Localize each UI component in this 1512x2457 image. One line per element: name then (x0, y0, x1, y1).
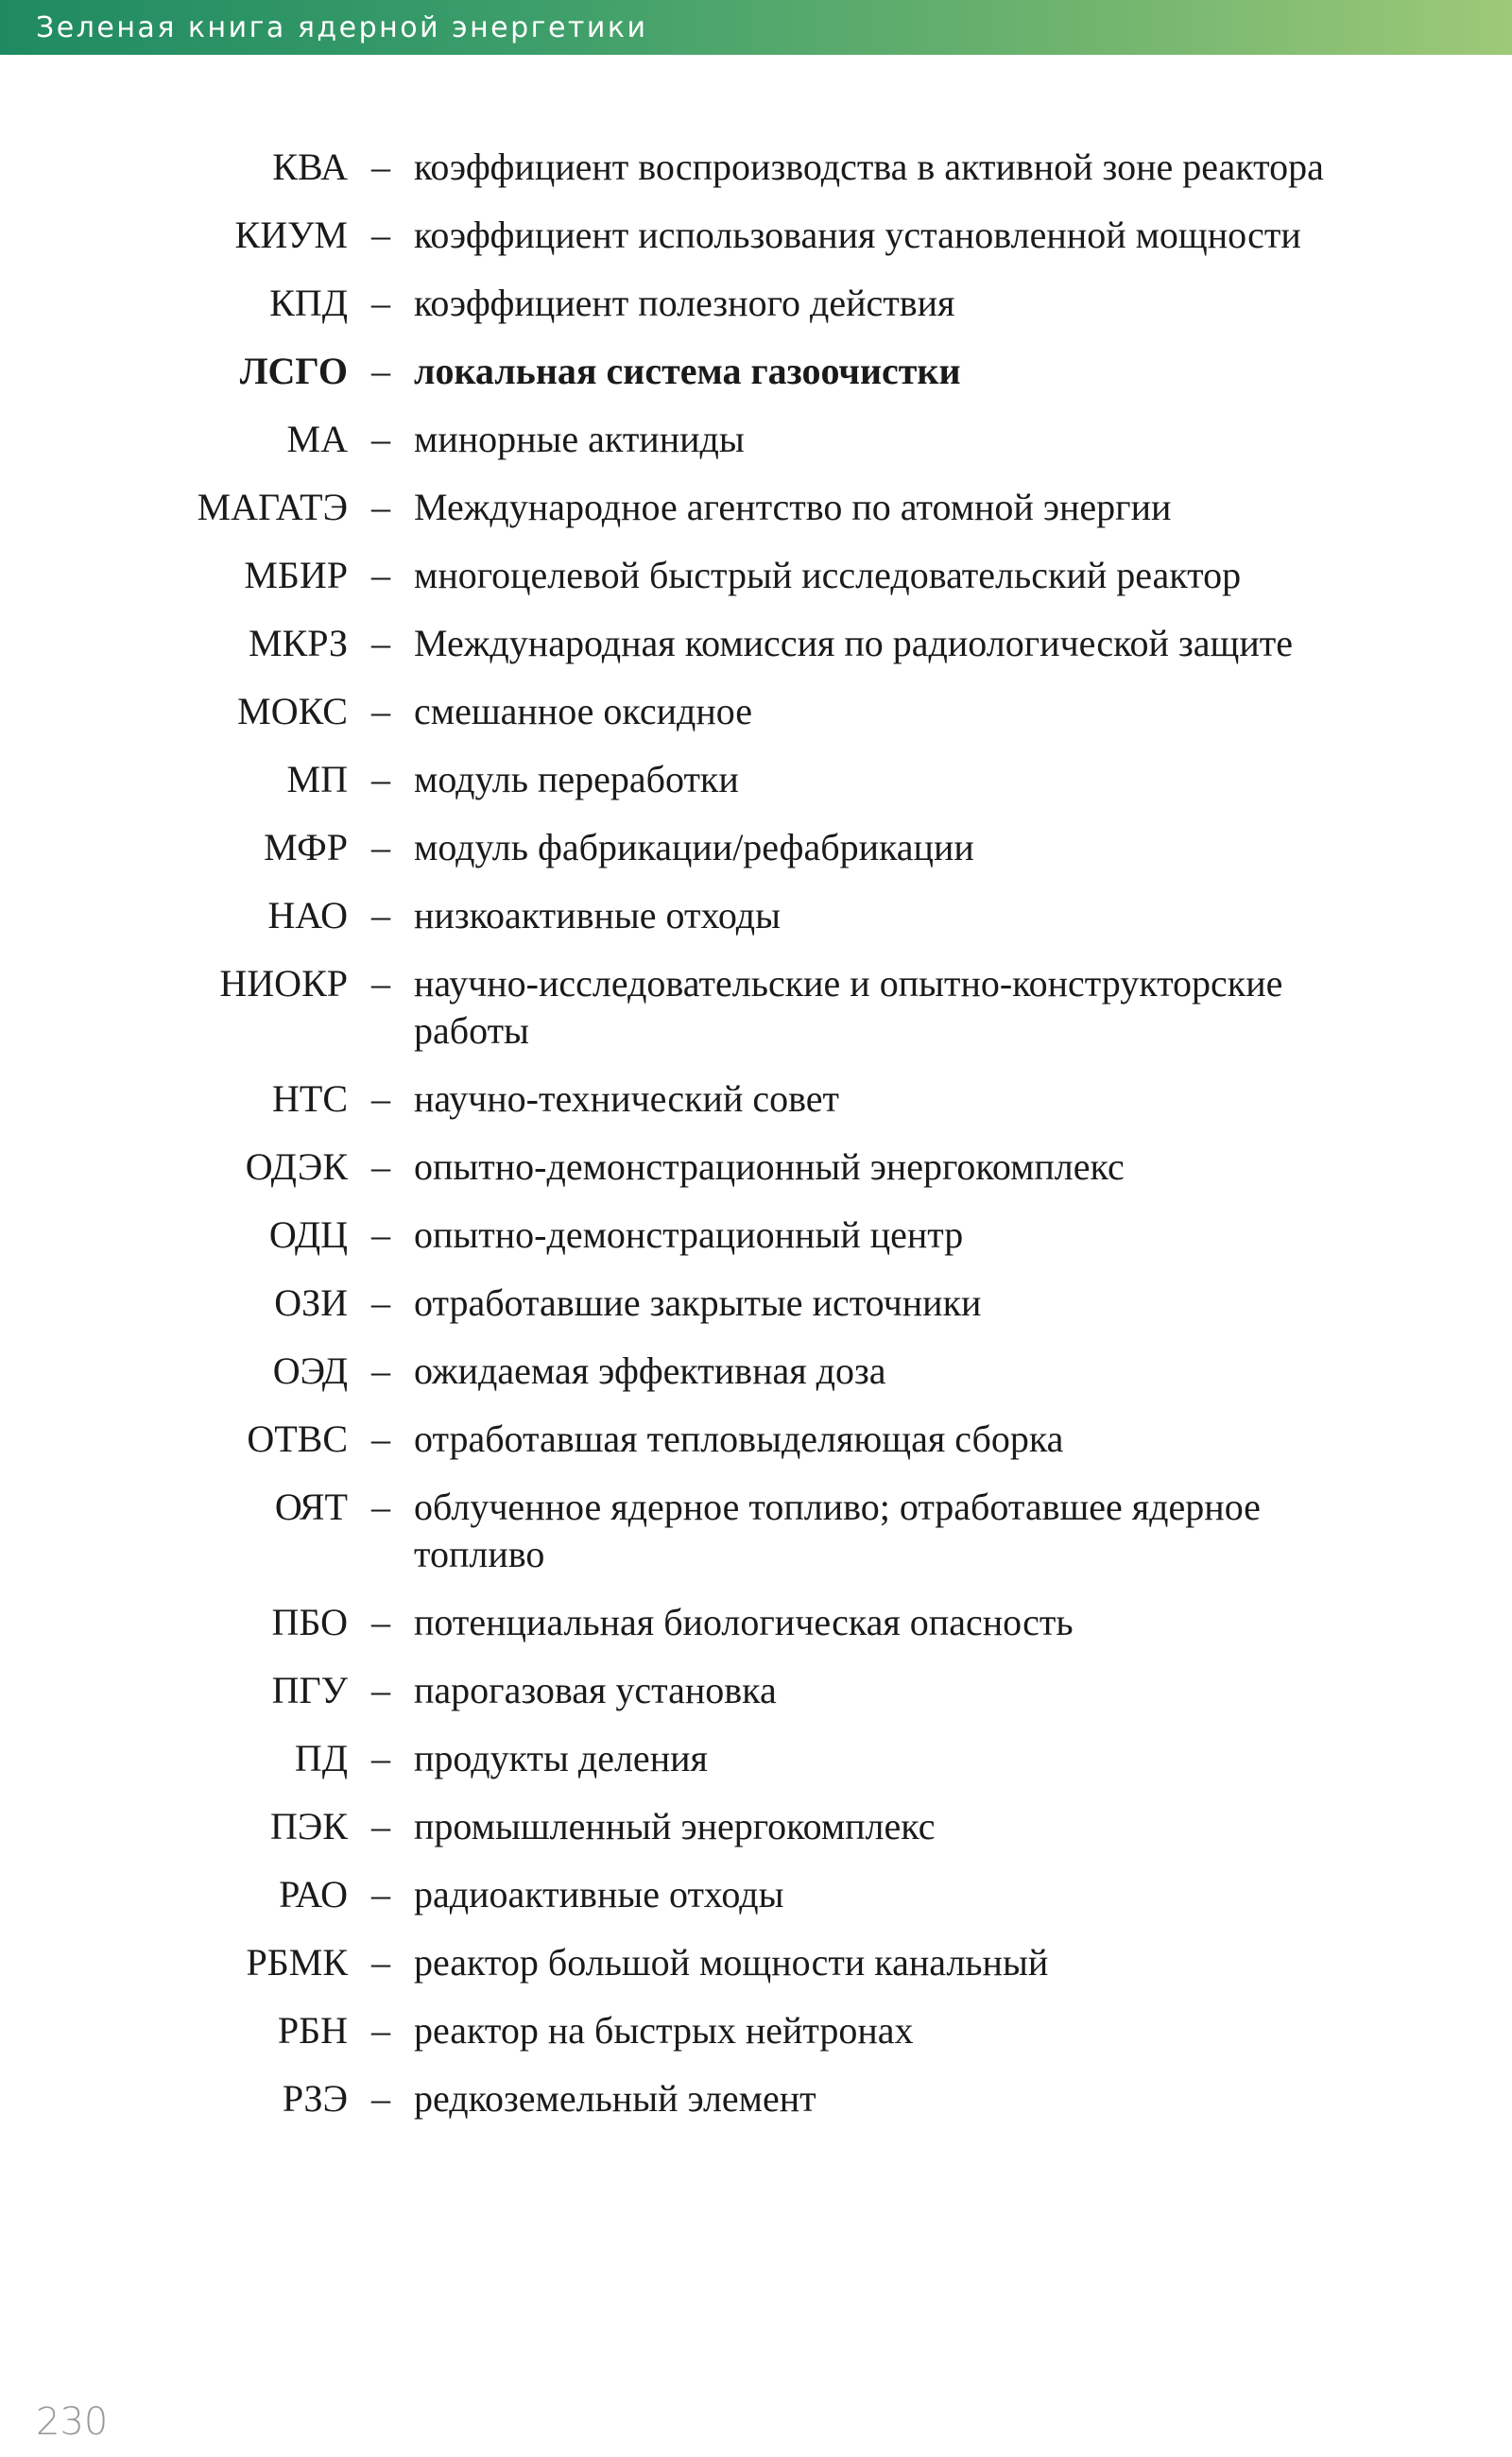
separator-dash: – (371, 690, 390, 732)
definition: радиоактивные отходы (414, 1873, 784, 1916)
abbreviation: ПГУ (271, 1669, 348, 1711)
abbreviation: ПБО (271, 1601, 348, 1643)
abbreviation: РБМК (246, 1941, 348, 1984)
separator-dash: – (371, 1873, 390, 1916)
abbreviation: МА (286, 418, 348, 460)
definition: опытно-демонстрационный энергокомплекс (414, 1145, 1125, 1188)
abbreviation: МФР (264, 826, 348, 868)
definition: облученное ядерное топливо; отработавшее ядерное топливо (414, 1486, 1261, 1575)
glossary-entry (0, 416, 1512, 463)
abbreviation: РАО (279, 1873, 348, 1916)
glossary-entry (0, 1599, 1512, 1646)
header-bar (0, 0, 1512, 55)
definition: коэффициент полезного действия (414, 282, 955, 324)
separator-dash: – (371, 1601, 390, 1643)
definition: минорные актиниды (414, 418, 745, 460)
definition: ожидаемая эффективная доза (414, 1349, 886, 1392)
separator-dash: – (371, 622, 390, 664)
abbreviation: НАО (267, 894, 348, 936)
separator-dash: – (371, 554, 390, 596)
abbreviation: ЛСГО (239, 350, 348, 392)
separator-dash: – (371, 486, 390, 528)
glossary-entry (0, 144, 1512, 191)
definition: смешанное оксидное (414, 690, 753, 732)
glossary-entry (0, 1280, 1512, 1327)
abbreviation: ОЯТ (274, 1486, 348, 1528)
separator-dash: – (371, 1418, 390, 1460)
definition: редкоземельный элемент (414, 2077, 816, 2120)
separator-dash: – (371, 214, 390, 256)
glossary-entry (0, 2075, 1512, 2122)
glossary-entry (0, 2007, 1512, 2054)
glossary-entry (0, 1416, 1512, 1463)
glossary-entry (0, 1211, 1512, 1259)
definition: научно-исследовательские и опытно-конструкторские работы (414, 962, 1283, 1052)
abbreviation: ОДЭК (245, 1145, 348, 1188)
abbreviation: ОЗИ (274, 1281, 348, 1324)
abbreviation: ОТВС (247, 1418, 348, 1460)
definition: Международная комиссия по радиологической защите (414, 622, 1293, 664)
definition: Международное агентство по атомной энергии (414, 486, 1172, 528)
definition: реактор на быстрых нейтронах (414, 2009, 914, 2052)
definition: продукты деления (414, 1737, 708, 1779)
separator-dash: – (371, 894, 390, 936)
separator-dash: – (371, 1486, 390, 1528)
separator-dash: – (371, 282, 390, 324)
definition: потенциальная биологическая опасность (414, 1601, 1074, 1643)
glossary-entry (0, 1871, 1512, 1918)
definition: коэффициент воспроизводства в активной зоне реактора (414, 146, 1324, 188)
separator-dash: – (371, 826, 390, 868)
glossary-entry (0, 1075, 1512, 1123)
definition: многоцелевой быстрый исследовательский реактор (414, 554, 1242, 596)
glossary-entry (0, 620, 1512, 667)
abbreviation: КВА (272, 146, 348, 188)
glossary-entry (0, 892, 1512, 939)
definition: парогазовая установка (414, 1669, 777, 1711)
separator-dash: – (371, 1805, 390, 1847)
glossary-entry (0, 1348, 1512, 1395)
abbreviation: ПЭК (270, 1805, 348, 1847)
separator-dash: – (371, 1349, 390, 1392)
separator-dash: – (371, 418, 390, 460)
glossary-entry (0, 1803, 1512, 1850)
glossary-entry (0, 280, 1512, 327)
glossary-entry (0, 348, 1512, 395)
abbreviation: МБИР (244, 554, 348, 596)
separator-dash: – (371, 1669, 390, 1711)
abbreviation: ПД (294, 1737, 348, 1779)
glossary-entry (0, 1484, 1512, 1578)
separator-dash: – (371, 2009, 390, 2052)
glossary-entry (0, 1667, 1512, 1714)
abbreviation: ОЭД (272, 1349, 348, 1392)
abbreviation: РБН (277, 2009, 348, 2052)
glossary-entry (0, 1143, 1512, 1191)
definition: модуль переработки (414, 758, 739, 800)
definition: коэффициент использования установленной мощности (414, 214, 1301, 256)
separator-dash: – (371, 1737, 390, 1779)
glossary-entry (0, 960, 1512, 1055)
abbreviation: РЗЭ (282, 2077, 348, 2120)
separator-dash: – (371, 1281, 390, 1324)
definition: опытно-демонстрационный центр (414, 1213, 964, 1256)
separator-dash: – (371, 1145, 390, 1188)
abbreviation: МП (286, 758, 348, 800)
glossary-entry (0, 552, 1512, 599)
definition: научно-технический совет (414, 1077, 839, 1120)
abbreviation: НИОКР (219, 962, 348, 1005)
glossary-entry (0, 688, 1512, 735)
glossary-entry (0, 212, 1512, 259)
definition: локальная система газоочистки (414, 350, 961, 392)
glossary-entry (0, 756, 1512, 803)
definition: низкоактивные отходы (414, 894, 781, 936)
abbreviation: НТС (272, 1077, 348, 1120)
glossary-entry (0, 484, 1512, 531)
separator-dash: – (371, 2077, 390, 2120)
separator-dash: – (371, 146, 390, 188)
abbreviation: ОДЦ (268, 1213, 348, 1256)
separator-dash: – (371, 350, 390, 392)
separator-dash: – (371, 1213, 390, 1256)
glossary-entry (0, 1939, 1512, 1986)
abbreviation: МАГАТЭ (197, 486, 348, 528)
abbreviation: КИУМ (234, 214, 348, 256)
definition: промышленный энергокомплекс (414, 1805, 936, 1847)
abbreviation: КПД (269, 282, 348, 324)
abbreviation-glossary (0, 144, 1512, 2143)
page-number: 230 (36, 2400, 109, 2444)
glossary-entry (0, 1735, 1512, 1782)
separator-dash: – (371, 1941, 390, 1984)
definition: отработавшая тепловыделяющая сборка (414, 1418, 1064, 1460)
glossary-entry (0, 824, 1512, 871)
separator-dash: – (371, 1077, 390, 1120)
abbreviation: МОКС (237, 690, 348, 732)
separator-dash: – (371, 962, 390, 1005)
book-title: Зеленая книга ядерной энергетики (36, 10, 648, 44)
definition: отработавшие закрытые источники (414, 1281, 982, 1324)
definition: модуль фабрикации/рефабрикации (414, 826, 974, 868)
abbreviation: МКРЗ (248, 622, 348, 664)
definition: реактор большой мощности канальный (414, 1941, 1049, 1984)
separator-dash: – (371, 758, 390, 800)
